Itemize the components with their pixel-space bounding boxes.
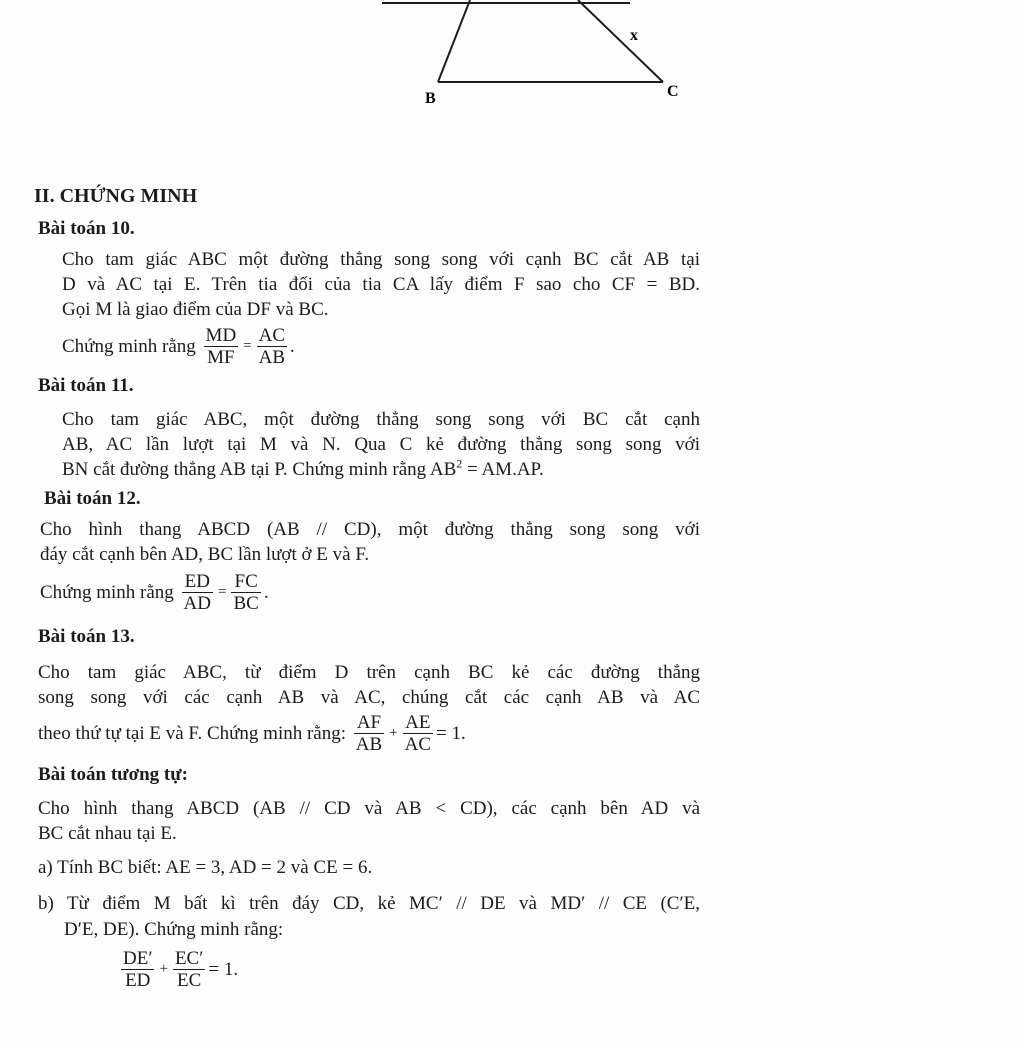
problem-13-line-3: theo thứ tự tại E và F. Chứng minh rằng: $\frac{AF}{AB}$ + $\frac{AE}{AC}$ = 1. bbox=[38, 712, 466, 755]
fraction-ed-ad: $\frac{ED}{AD}$ bbox=[183, 571, 211, 614]
similar-line-2: BC cắt nhau tại E. bbox=[38, 823, 177, 844]
problem-10-line-1: Cho tam giác ABC một đường thẳng song song với cạnh BC cắt AB tại bbox=[62, 249, 700, 270]
problem-12-title: Bài toán 12. bbox=[44, 488, 141, 509]
problem-13-line-1: Cho tam giác ABC, từ điểm D trên cạnh BC kẻ các đường thẳng bbox=[38, 662, 700, 683]
problem-12-proof: Chứng minh rằng $\frac{ED}{AD}$ = $\frac{FC}{BC}$ . bbox=[40, 571, 269, 614]
fraction-af-ab: $\frac{AF}{AB}$ bbox=[355, 712, 383, 755]
segment-ab bbox=[438, 0, 470, 82]
fraction-md-mf: $\frac{MD}{MF}$ bbox=[205, 325, 237, 368]
problem-10-proof: Chứng minh rằng $\frac{MD}{MF}$ = $\frac{AC}{AB}$ . bbox=[62, 325, 295, 368]
problem-10-line-3: Gọi M là giao điểm của DF và BC. bbox=[62, 299, 329, 320]
fraction-ae-ac: $\frac{AE}{AC}$ bbox=[404, 712, 432, 755]
problem-12-line-1: Cho hình thang ABCD (AB // CD), một đường thẳng song song với bbox=[40, 519, 700, 540]
similar-line-1: Cho hình thang ABCD (AB // CD và AB < CD), các cạnh bên AD và bbox=[38, 798, 700, 819]
problem-11-line-1: Cho tam giác ABC, một đường thẳng song song với BC cắt cạnh bbox=[62, 409, 700, 430]
fraction-ec-ec: $\frac{EC'}{EC}$ bbox=[174, 948, 204, 991]
segment-ac bbox=[578, 0, 663, 82]
similar-part-b-line-1: b) Từ điểm M bất kì trên đáy CD, kẻ MC′ // DE và MD′ // CE (C′E, bbox=[38, 893, 700, 914]
section-title: II. CHỨNG MINH bbox=[34, 185, 198, 207]
problem-13-line-2: song song với các cạnh AB và AC, chúng cắt các cạnh AB và AC bbox=[38, 687, 700, 708]
similar-part-a: a) Tính BC biết: AE = 3, AD = 2 và CE = 6. bbox=[38, 857, 373, 878]
problem-11-title: Bài toán 11. bbox=[38, 375, 134, 396]
problem-13-title: Bài toán 13. bbox=[38, 626, 135, 647]
similar-part-b-formula: $\frac{DE'}{ED}$ + $\frac{EC'}{EC}$ = 1. bbox=[123, 948, 239, 991]
geometry-figure bbox=[0, 0, 1024, 130]
similar-part-b-line-2: D′E, DE). Chứng minh rằng: bbox=[64, 919, 284, 940]
similar-problem-title: Bài toán tương tự: bbox=[38, 764, 188, 785]
problem-11-line-2: AB, AC lần lượt tại M và N. Qua C kẻ đường thẳng song song với bbox=[62, 434, 700, 455]
proof-prefix: Chứng minh rằng bbox=[62, 336, 196, 357]
problem-10-title: Bài toán 10. bbox=[38, 218, 135, 239]
fraction-ac-ab: $\frac{AC}{AB}$ bbox=[258, 325, 286, 368]
equals-sign: = bbox=[243, 338, 252, 354]
problem-10-line-2: D và AC tại E. Trên tia đối của tia CA lấy điểm F sao cho CF = BD. bbox=[62, 274, 700, 295]
problem-12-line-2: đáy cắt cạnh bên AD, BC lần lượt ở E và F. bbox=[40, 544, 370, 565]
label-x: x bbox=[630, 27, 638, 44]
label-c: C bbox=[667, 83, 679, 100]
fraction-de-ed: $\frac{DE'}{ED}$ bbox=[123, 948, 153, 991]
fraction-fc-bc: $\frac{FC}{BC}$ bbox=[233, 571, 259, 614]
label-b: B bbox=[425, 90, 436, 107]
problem-11-line-3: BN cắt đường thẳng AB tại P. Chứng minh rằng $AB^2 = AM.AP$. bbox=[62, 456, 544, 480]
